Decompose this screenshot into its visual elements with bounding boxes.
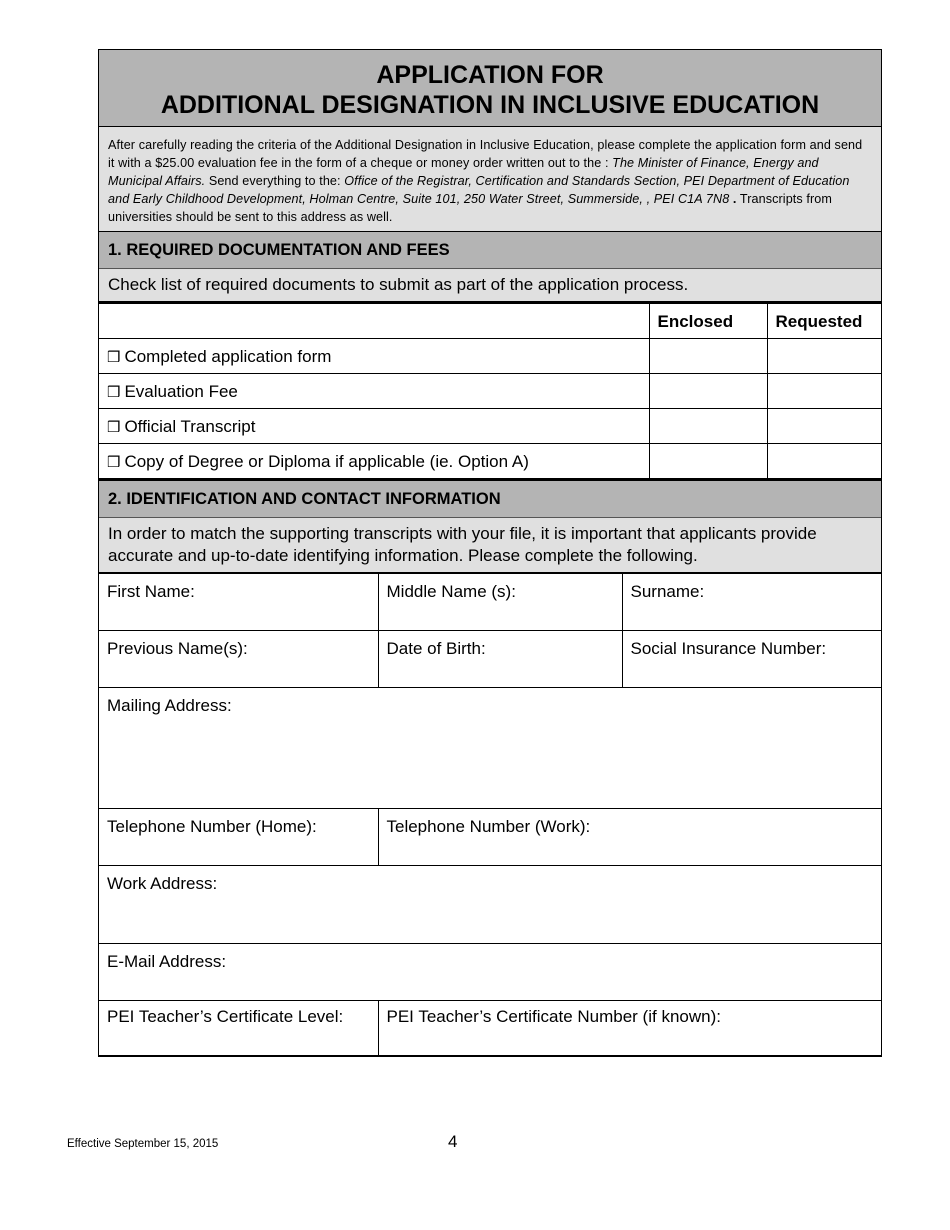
email-field[interactable]: E-Mail Address: (99, 944, 881, 1001)
middle-name-field[interactable]: Middle Name (s): (378, 574, 622, 631)
requested-cell[interactable] (767, 374, 881, 409)
sin-field[interactable]: Social Insurance Number: (622, 631, 881, 688)
title-line-1: APPLICATION FOR (376, 61, 604, 89)
intro-address: Office of the Registrar, Certification and Standards Section, PEI Department of Education and Early Childhood Development, Holman Centre, Suite 101, 250 Water Street, Summerside, , PEI C1A 7N8 (108, 174, 850, 206)
checkbox-icon[interactable]: ❒ (107, 454, 121, 471)
telephone-work-field[interactable]: Telephone Number (Work): (378, 809, 881, 866)
checklist-row (99, 374, 881, 409)
certificate-number-field[interactable]: PEI Teacher’s Certificate Number (if known): (378, 1001, 881, 1056)
documents-checklist (99, 303, 881, 479)
section-1-note: Check list of required documents to submit as part of the application process. (99, 269, 881, 303)
checklist-row (99, 409, 881, 444)
section-2-heading: 2. IDENTIFICATION AND CONTACT INFORMATION (99, 479, 881, 518)
effective-date: Effective September 15, 2015 (67, 1138, 219, 1150)
intro-payee: The Minister of Finance, Energy and Municipal Affairs. (108, 156, 819, 188)
intro-text-1: After carefully reading the criteria of the Additional Designation in Inclusive Education, please complete the application form and send it with a $25.00 evaluation fee in the form of a cheque or money order written out to the : (108, 138, 863, 170)
first-name-field[interactable]: First Name: (99, 574, 378, 631)
checkbox-icon[interactable]: ❒ (107, 419, 121, 436)
checklist-item (99, 409, 649, 444)
checklist-blank-header (99, 304, 649, 339)
intro-text-2: Send everything to the: (205, 174, 345, 188)
application-form (98, 49, 882, 1057)
checkbox-icon[interactable]: ❒ (107, 384, 121, 401)
checklist-item-label: Copy of Degree or Diploma if applicable (ie. Option A) (124, 452, 529, 471)
requested-cell[interactable] (767, 444, 881, 479)
mailing-address-field[interactable]: Mailing Address: (99, 688, 881, 809)
date-of-birth-field[interactable]: Date of Birth: (378, 631, 622, 688)
enclosed-column-header: Enclosed (649, 304, 767, 339)
checklist-item (99, 444, 649, 479)
checklist-row (99, 444, 881, 479)
intro-text-3: Transcripts from universities should be sent to this address as well. (108, 192, 832, 224)
enclosed-cell[interactable] (649, 374, 767, 409)
previous-names-field[interactable]: Previous Name(s): (99, 631, 378, 688)
checklist-header-row (99, 304, 881, 339)
checkbox-icon[interactable]: ❒ (107, 349, 121, 366)
checklist-item (99, 339, 649, 374)
enclosed-cell[interactable] (649, 444, 767, 479)
checklist-item-label: Official Transcript (124, 417, 256, 436)
requested-cell[interactable] (767, 339, 881, 374)
checklist-item (99, 374, 649, 409)
requested-cell[interactable] (767, 409, 881, 444)
requested-column-header: Requested (767, 304, 881, 339)
work-address-field[interactable]: Work Address: (99, 866, 881, 944)
enclosed-cell[interactable] (649, 339, 767, 374)
telephone-home-field[interactable]: Telephone Number (Home): (99, 809, 378, 866)
form-title (99, 50, 881, 127)
page-number: 4 (448, 1132, 458, 1151)
certificate-level-field[interactable]: PEI Teacher’s Certificate Level: (99, 1001, 378, 1056)
checklist-item-label: Evaluation Fee (124, 382, 238, 401)
enclosed-cell[interactable] (649, 409, 767, 444)
section-1-heading: 1. REQUIRED DOCUMENTATION AND FEES (99, 232, 881, 269)
checklist-item-label: Completed application form (124, 347, 332, 366)
intro-paragraph (99, 127, 881, 232)
identification-table (99, 573, 881, 1056)
intro-dot: . (729, 192, 737, 206)
section-2-note: In order to match the supporting transcripts with your file, it is important that applicants provide accurate and up-to-date identifying information. Please complete the following. (99, 518, 881, 573)
title-line-2: ADDITIONAL DESIGNATION IN INCLUSIVE EDUCATION (160, 91, 820, 119)
checklist-row (99, 339, 881, 374)
surname-field[interactable]: Surname: (622, 574, 881, 631)
